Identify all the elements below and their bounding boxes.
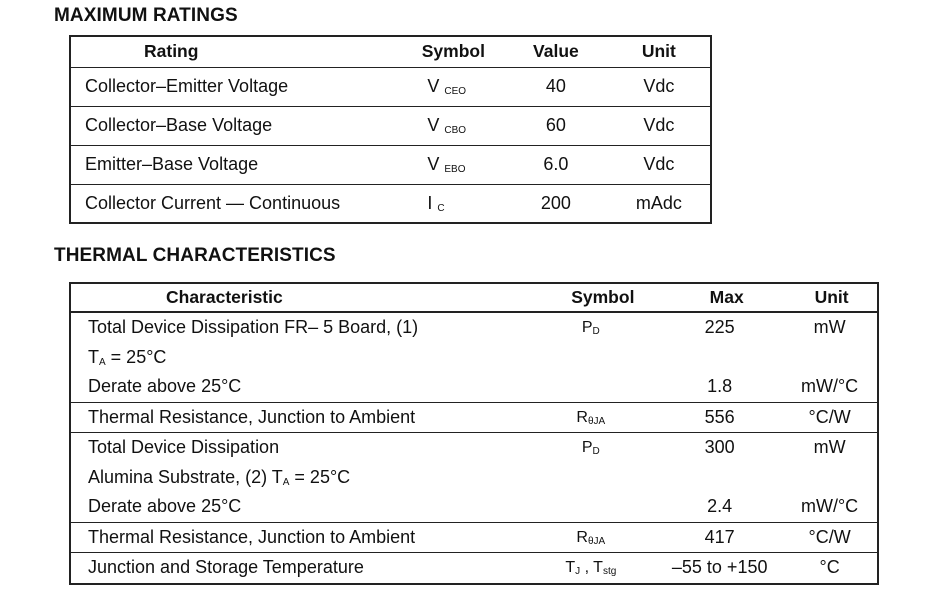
characteristic-header: Characteristic <box>70 283 524 312</box>
rating-cell: Collector–Emitter Voltage <box>85 76 289 96</box>
max-value: 225 <box>704 317 735 337</box>
max-value: 556 <box>704 406 735 427</box>
max-cell <box>657 312 782 402</box>
value-header: Value <box>504 36 608 67</box>
symbol-cell <box>524 433 657 523</box>
symbol-text: I <box>427 192 433 213</box>
symbol-cell <box>385 67 504 106</box>
characteristic-cell <box>70 402 524 433</box>
unit-value: °C/W <box>808 406 851 427</box>
max-cell <box>657 402 782 433</box>
unit-header: Unit <box>782 283 878 312</box>
max-cell <box>657 553 782 584</box>
unit-cell <box>782 402 878 433</box>
symbol-text: T <box>565 559 576 576</box>
derate-value: 2.4 <box>707 496 733 516</box>
symbol-cell <box>524 522 657 553</box>
characteristic-line: Derate above 25°C <box>88 496 242 516</box>
rating-cell: Collector–Base Voltage <box>70 106 385 145</box>
unit-value: °C <box>819 557 840 577</box>
symbol-cell <box>385 145 504 184</box>
table-row <box>70 553 878 584</box>
characteristic-cell <box>70 433 524 523</box>
unit-value: °C/W <box>808 526 851 547</box>
characteristic-line <box>88 463 524 493</box>
rating-header: Rating <box>70 36 385 67</box>
symbol-text: T <box>593 559 603 576</box>
temp-subscript: A <box>282 476 290 488</box>
symbol-text: R <box>576 528 588 546</box>
table-row <box>70 312 878 402</box>
temp-symbol: T <box>88 346 99 367</box>
value-cell: 60 <box>504 106 608 145</box>
characteristic-line: Junction and Storage Temperature <box>88 557 364 577</box>
max-value: 417 <box>704 526 735 547</box>
thermal-characteristics-title: THERMAL CHARACTERISTICS <box>54 245 336 266</box>
table-row <box>70 433 878 523</box>
symbol-cell <box>524 553 657 584</box>
symbol-subscript: D <box>592 326 600 337</box>
max-cell <box>657 522 782 553</box>
max-cell <box>657 433 782 523</box>
temp-condition: = 25°C <box>289 466 351 487</box>
max-value: 300 <box>704 437 735 457</box>
symbol-cell <box>524 312 657 402</box>
symbol-text: V <box>427 115 440 135</box>
table-row <box>70 402 878 433</box>
temp-subscript: A <box>99 356 106 368</box>
maximum-ratings-table <box>69 35 712 224</box>
table-row <box>70 67 711 106</box>
table-row <box>70 145 711 184</box>
characteristic-line: Total Device Dissipation FR– 5 Board, (1) <box>88 317 419 337</box>
unit-cell <box>782 553 878 584</box>
rating-cell: Emitter–Base Voltage <box>70 145 385 184</box>
symbol-header: Symbol <box>524 283 657 312</box>
symbol-text: R <box>576 408 588 426</box>
derate-unit: mW/°C <box>801 496 859 516</box>
symbol-header: Symbol <box>385 36 504 67</box>
unit-cell: Vdc <box>608 106 711 145</box>
table-row <box>70 106 711 145</box>
characteristic-line <box>88 343 524 373</box>
symbol-text: V <box>427 76 440 96</box>
symbol-subscript: stg <box>602 566 617 577</box>
symbol-cell <box>524 402 657 433</box>
characteristic-cell <box>70 312 524 402</box>
unit-header: Unit <box>608 36 711 67</box>
unit-value: mW <box>813 317 846 337</box>
unit-cell: Vdc <box>643 76 675 96</box>
table-header-row <box>70 36 711 67</box>
symbol-cell <box>385 106 504 145</box>
symbol-text: V <box>427 154 440 174</box>
max-header: Max <box>657 283 782 312</box>
symbol-subscript: CBO <box>444 125 467 136</box>
characteristic-cell <box>70 553 524 584</box>
characteristic-cell <box>70 522 524 553</box>
derate-unit: mW/°C <box>801 376 859 396</box>
temp-condition: = 25°C <box>105 346 167 367</box>
value-cell: 6.0 <box>504 145 608 184</box>
temp-symbol: Alumina Substrate, (2) T <box>88 466 283 487</box>
symbol-text: P <box>581 319 593 336</box>
rating-cell: Collector Current — Continuous <box>70 184 385 223</box>
derate-value: 1.8 <box>707 376 733 396</box>
unit-cell: Vdc <box>608 145 711 184</box>
characteristic-line: Total Device Dissipation <box>88 437 280 457</box>
table-header-row <box>70 283 878 312</box>
symbol-subscript: D <box>592 446 600 457</box>
value-cell: 200 <box>504 184 608 223</box>
unit-cell: mAdc <box>608 184 711 223</box>
symbol-subscript: EBO <box>444 164 466 175</box>
symbol-subscript: θJA <box>587 535 606 547</box>
symbol-separator: , <box>580 559 594 576</box>
unit-cell <box>782 522 878 553</box>
symbol-subscript: J <box>575 566 581 577</box>
symbol-cell <box>385 184 504 223</box>
symbol-subscript: CEO <box>444 86 467 97</box>
unit-cell <box>782 433 878 523</box>
unit-value: mW <box>813 437 846 457</box>
symbol-text: P <box>581 439 593 456</box>
symbol-subscript: C <box>437 202 445 214</box>
characteristic-line: Thermal Resistance, Junction to Ambient <box>88 406 416 427</box>
characteristic-line: Derate above 25°C <box>88 376 242 396</box>
value-cell: 40 <box>545 76 566 96</box>
max-value: –55 to +150 <box>671 557 768 577</box>
maximum-ratings-title: MAXIMUM RATINGS <box>54 5 238 26</box>
table-row <box>70 184 711 223</box>
characteristic-line: Thermal Resistance, Junction to Ambient <box>88 526 416 547</box>
table-row <box>70 522 878 553</box>
symbol-subscript: θJA <box>587 415 606 427</box>
unit-cell <box>782 312 878 402</box>
thermal-characteristics-table <box>69 282 879 585</box>
